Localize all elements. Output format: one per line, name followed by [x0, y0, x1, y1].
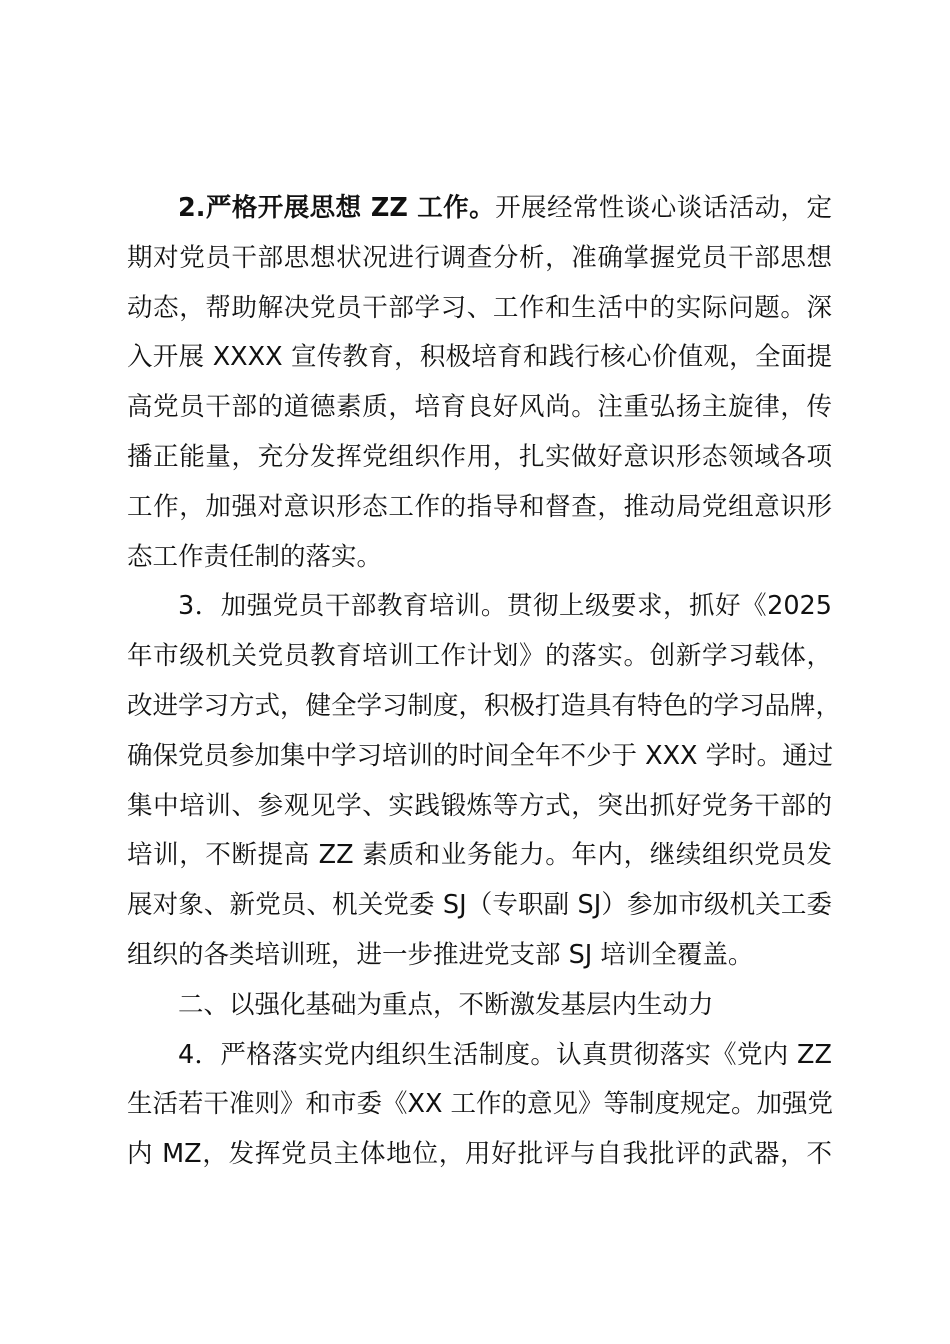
paragraph-line: 3．加强党员干部教育培训。贯彻上级要求，抓好《2025 — [178, 591, 832, 622]
paragraph-line: 态工作责任制的落实。 — [127, 541, 383, 572]
paragraph-line: 动态，帮助解决党员干部学习、工作和生活中的实际问题。深 — [127, 292, 832, 323]
paragraph-line: 改进学习方式，健全学习制度，积极打造具有特色的学习品牌， — [127, 690, 842, 721]
paragraph-line: 培训，不断提高 ZZ 素质和业务能力。年内，继续组织党员发 — [127, 840, 832, 871]
section-heading-text: 二、以强化基础为重点，不断激发基层内生动力 — [178, 989, 714, 1020]
section-heading — [127, 981, 832, 1031]
paragraph-3 — [127, 582, 842, 980]
paragraph-heading: 2.严格开展思想 ZZ 工作。 — [178, 193, 496, 223]
paragraph-line: 确保党员参加集中学习培训的时间全年不少于 XXX 学时。通过 — [127, 740, 834, 771]
paragraph-line: 期对党员干部思想状况进行调查分析，准确掌握党员干部思想 — [127, 242, 832, 273]
paragraph-line: 高党员干部的道德素质，培育良好风尚。注重弘扬主旋律，传 — [127, 392, 832, 423]
paragraph-line: 展对象、新党员、机关党委 SJ（专职副 SJ）参加市级机关工委 — [127, 890, 832, 921]
paragraph-line: 2.严格开展思想 ZZ 工作。开展经常性谈心谈话活动，定 — [178, 193, 832, 223]
paragraph-line: 播正能量，充分发挥党组织作用，扎实做好意识形态领域各项 — [127, 441, 832, 472]
document-page — [127, 184, 842, 1180]
paragraph-line: 生活若干准则》和市委《XX 工作的意见》等制度规定。加强党 — [127, 1089, 834, 1120]
paragraph-4 — [127, 1031, 832, 1180]
paragraph-2 — [127, 184, 832, 582]
paragraph-line: 4．严格落实党内组织生活制度。认真贯彻落实《党内 ZZ — [178, 1039, 832, 1070]
paragraph-line: 工作，加强对意识形态工作的指导和督查，推动局党组意识形 — [127, 491, 832, 522]
paragraph-line: 内 MZ，发挥党员主体地位，用好批评与自我批评的武器，不 — [127, 1139, 832, 1170]
paragraph-line: 集中培训、参观见学、实践锻炼等方式，突出抓好党务干部的 — [127, 790, 832, 821]
paragraph-line: 年市级机关党员教育培训工作计划》的落实。创新学习载体， — [127, 641, 832, 672]
paragraph-line: 入开展 XXXX 宣传教育，积极培育和践行核心价值观，全面提 — [127, 342, 832, 373]
paragraph-line: 组织的各类培训班，进一步推进党支部 SJ 培训全覆盖。 — [127, 939, 754, 970]
